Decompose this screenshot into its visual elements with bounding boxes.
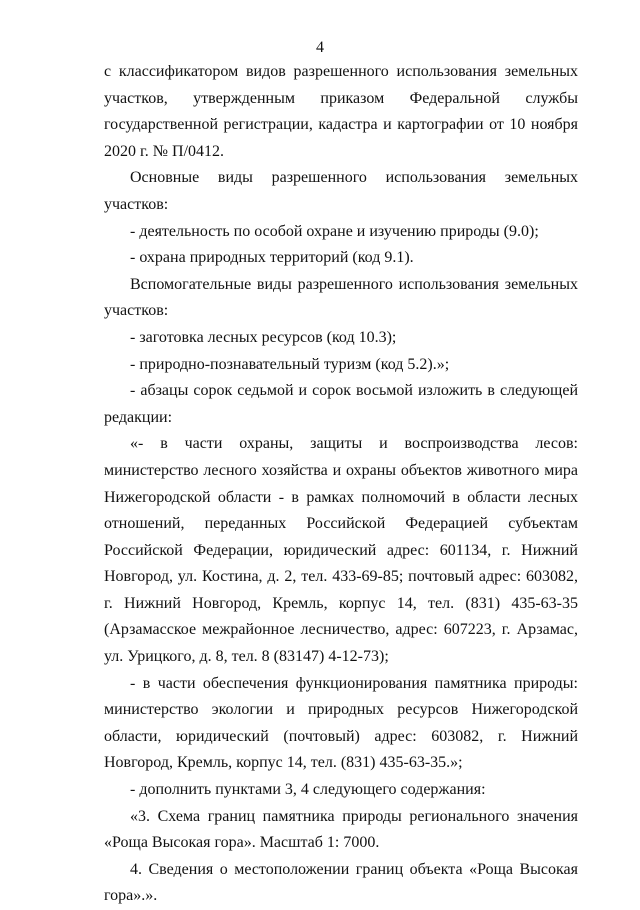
paragraph: - в части обеспечения функционирования памятника природы: министерство экологии и природных ресурсов Нижегородской области, юридический (почтовый) адрес: 603082, г. Нижний Новгород, Кремль, корпус 14, тел. (831) 435-63-35.»;: [104, 674, 578, 772]
list-item: - деятельность по особой охране и изучению природы (9.0);: [130, 222, 539, 240]
paragraph: Основные виды разрешенного использования земельных участков:: [104, 169, 578, 213]
document-body: [104, 59, 578, 910]
page-number: 4: [316, 39, 324, 56]
paragraph: Вспомогательные виды разрешенного использования земельных участков:: [104, 275, 578, 320]
list-item: - заготовка лесных ресурсов (код 10.3);: [130, 328, 397, 346]
paragraph: «- в части охраны, защиты и воспроизводства лесов: министерство лесного хозяйства и охраны объектов животного мира Нижегородской области - в рамках полномочий в области лесных отношений, переданных Российской Федерацией субъектам Российской Федерации, юридический адрес: 601134, г. Нижний Новгород, ул. Костина, д. 2, тел. 433-69-85; почтовый адрес: 603082, г. Нижний Новгород, Кремль, корпус 14, тел. (831) 435-63-35 (Арзамасское межрайонное лесничество, адрес: 607223, г. Арзамас, ул. Урицкого, д. 8, тел. 8 (83147) 4-12-73);: [104, 435, 578, 666]
paragraph: с классификатором видов разрешенного использования земельных участков, утвержденным приказом Федеральной службы государственной регистрации, кадастра и картографии от 10 ноября 2020 г. № П/0412.: [104, 63, 578, 160]
paragraph: 4. Сведения о местоположении границ объекта «Роща Высокая гора».».: [104, 860, 578, 905]
list-item: - абзацы сорок седьмой и сорок восьмой изложить в следующей редакции:: [104, 382, 578, 426]
list-item: - охрана природных территорий (код 9.1).: [130, 249, 414, 267]
list-item: - дополнить пунктами 3, 4 следующего содержания:: [130, 781, 486, 799]
list-item: - природно-познавательный туризм (код 5.2).»;: [130, 355, 450, 373]
paragraph: «3. Схема границ памятника природы регионального значения «Роща Высокая гора». Масштаб 1: 7000.: [104, 807, 578, 852]
